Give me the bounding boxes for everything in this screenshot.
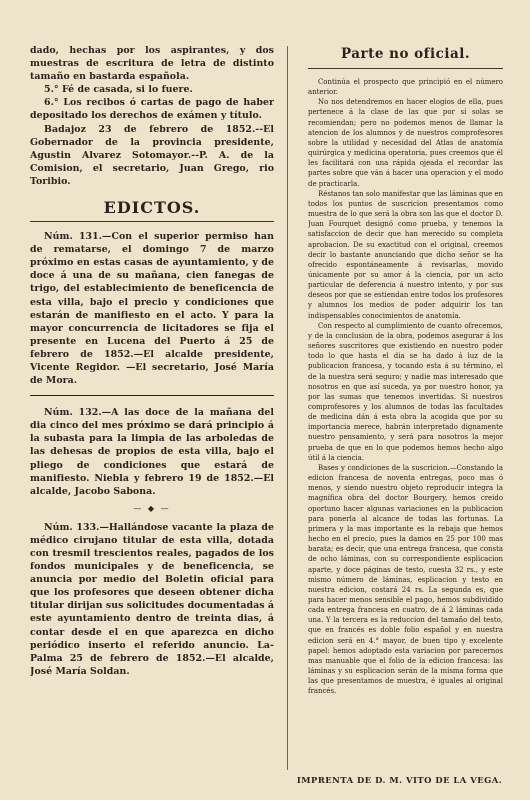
right-paragraph: Réstanos tan solo manifestar que las láminas que en todos los puntos de suscricion presentamos como muestra de lo que será la obra son las que el doctor D. Juan Fourquet designó como prueba, y tenemos la satisfaccion de decir que han merecido su completa aprobacion. De su exactitud con el original, creemos decir lo bastante anunciando que dicho señor se ha ofrecido espontáneamente á revisarlas, movido únicamente por su amor á la ciencia, por un acto particular de deferencia á nuestro intento, y por sus deseos por que se estiendan entre todos los profesores y alumnos los medios de poder adquirir los tan indispensables conocimientos de anatomía. (308, 189, 503, 320)
left-column (30, 44, 274, 778)
column-divider (287, 46, 288, 770)
edict-133: Núm. 133.—Hallándose vacante la plaza de médico cirujano titular de esta villa, dotada con tresmil trescientos reales, pagados de los fondos municipales y de beneficencia, se anuncia por medio del Boletin oficial para que los profesores que deseen obtener dicha titular dirijan sus solicitudes documentadas á este ayuntamiento dentro de treinta dias, á contar desde el en que aparezca en dicho periódico inserto el referido anuncio. La-Palma 25 de febrero de 1852.—El alcalde, José María Soldan. (30, 521, 274, 677)
left-paragraph: 6.° Los recibos ó cartas de pago de haber depositado los derechos de exámen y título. (30, 97, 274, 122)
edict-132: Núm. 132.—A las doce de la mañana del dia cinco del mes próximo se dará principio á la subasta para la limpia de las arboledas de las dehesas de propios de esta villa, bajo el pliego de condiciones que estará de manifiesto. Niebla y febrero 19 de 1852.—El alcalde, Jacobo Sabona. (30, 407, 274, 497)
right-column (308, 44, 503, 778)
left-paragraph: 5.° Fé de casada, si lo fuere. (44, 84, 193, 96)
left-paragraph: Badajoz 23 de febrero de 1852.--El Gobernador de la provincia presidente, Agustin Alvarez Sotomayor.--P. A. de la Comision, el secretario, Juan Grego, rio Toribio. (30, 123, 274, 187)
printer-imprint: IMPRENTA DE D. M. VITO DE LA VEGA. (296, 775, 503, 785)
right-paragraph: Con respecto al cumplimiento de cuanto ofrecemos, y de la conclusion de la obra, podemos asegurar á los señores suscritores que existiendo en nuestro poder todo lo que hasta el dia se ha dado á luz de la publicacion francesa, y tocando esta á su término, el de la nuestra será seguro; y nadie mas interesado que nosotros en que así suceda, ya por nuestro honor, ya por las sumas que tenemos invertidas. Si nuestros comprofesores y los alumnos de todas las facultades de medicina dán á esta obra la acogida que por su importancia merece, habrán interpretado dignamente nuestro pensamiento, y será para nosotros la mejor prueba de que en lo que podemos hemos hecho algo útil á la ciencia. (308, 321, 503, 462)
left-paragraph: dado, hechas por los aspirantes, y dos muestras de escritura de letra de distinto tamaño en bastarda española. (30, 45, 274, 83)
separator-ornament: — ◆ — (133, 503, 171, 513)
right-paragraph: No nos detendremos en hacer elogios de ella, pues pertenece á la clase de las que por sí solas se recomiendan; pero no podemos menos de llamar la atencion de los alumnos y de nuestros comprofesores sobre la utilidad y necesidad del Atlas de anatomía quirúrgica y medicina operatoria, pues creemos que él les facilitará con una rápida ojeada el recordar las partes sobre que ván á hacer una operacion y el modo de practicarla. (308, 98, 503, 188)
edicts-heading: EDICTOS. (30, 198, 274, 222)
non-official-heading: Parte no oficial. (308, 46, 503, 69)
right-paragraph: Bases y condiciones de la suscricion.—Constando la edicion francesa de noventa entregas, poco mas ó menos, y siendo nuestro objeto reproducir integra la magnífica obra del doctor Bourgery, hemos creido oportuno hacer algunas variaciones en la publicacion para ponerla al alcance de todas las fortunas. La primera y la mas importante es la rebaja que hemos hecho en el precio, pues la damos en 25 por 100 mas barata; es decir, que una entrega francesa, que consta de ocho láminas, con su correspondiente esplicacion aparte, y doce páginas de testo, cuesta 32 rs., y este mismo número de láminas, esplicacion y testo en nuestra edicion, costará 24 rs. La segunda es, que para hacer menos sensible el pago, hemos subdividido cada entrega francesa en cuatro, de á 2 láminas cada una. Y la tercera es la reduccion del tamaño del testo, que en francés es doble folio español y en nuestra edicion será en 4.° mayor, de buen tipo y excelente papel: hemos adoptado esta variacion por parecernos mas manuable que el folio de la edicion francesa: las láminas y su esplicacion serán de la misma forma que las que presentamos de muestra, é iguales al original francés. (308, 463, 503, 696)
right-paragraph: Continúa el prospecto que principió en el número anterior. (308, 78, 503, 97)
separator-line (30, 395, 274, 396)
edict-131: Núm. 131.—Con el superior permiso han de rematarse, el domingo 7 de marzo próximo en estas casas de ayuntamiento, y de doce á una de su mañana, cien fanegas de trigo, del establecimiento de beneficencia de esta villa, bajo el precio y condiciones que estarán de manifiesto en el acto. Y para la mayor concurrencia de licitadores se fija el presente en Lucena del Puerto á 25 de febrero de 1852.—El alcalde presidente, Vicente Regidor. —El secretario, José María de Mora. (30, 231, 274, 387)
